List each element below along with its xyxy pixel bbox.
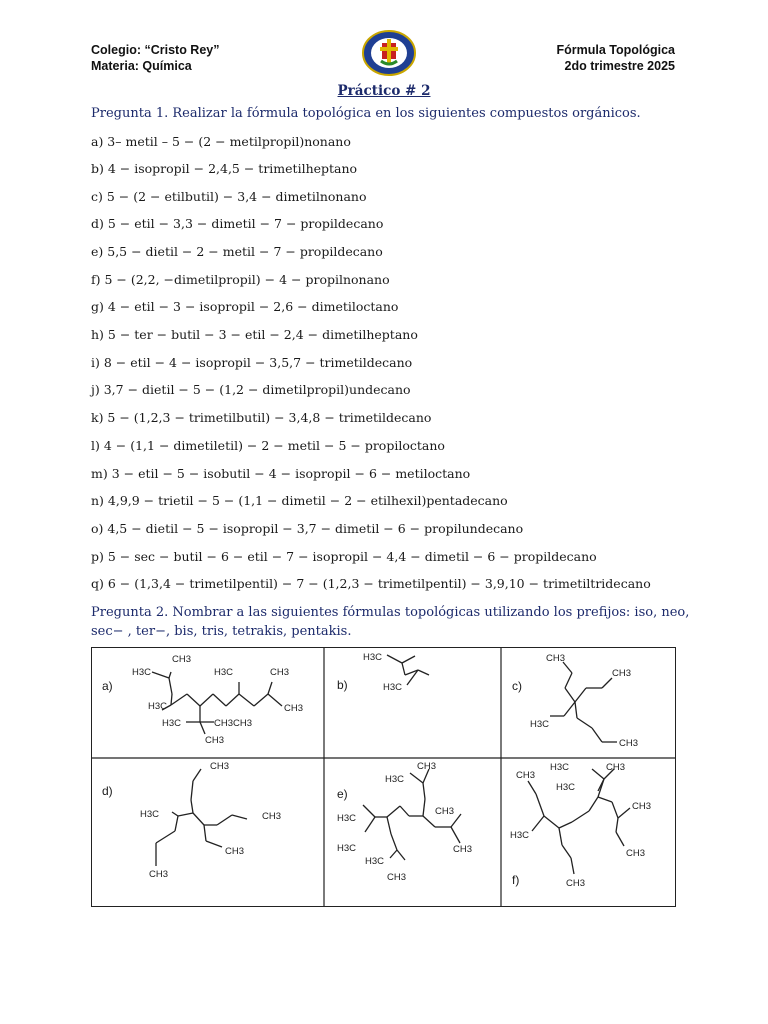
structure-cell-d xyxy=(92,759,325,908)
list-item: n) 4,9,9 − trietil − 5 − (1,1 − dimetil − 2 − etilhexil)pentadecano xyxy=(91,493,508,508)
list-item: b) 4 − isopropil − 2,4,5 − trimetilheptano xyxy=(91,161,358,176)
list-item: i) 8 − etil − 4 − isopropil − 3,5,7 − trimetildecano xyxy=(91,355,413,370)
group-label: CH3 xyxy=(435,806,455,817)
structure-label-d: d) xyxy=(102,784,113,798)
question-2-heading xyxy=(91,603,691,641)
group-label: CH3 xyxy=(516,770,536,781)
list-item: l) 4 − (1,1 − dimetiletil) − 2 − metil − 5 − propiloctano xyxy=(91,438,445,453)
list-item: p) 5 − sec − butil − 6 − etil − 7 − isopropil − 4,4 − dimetil − 6 − propildecano xyxy=(91,549,597,564)
header-left xyxy=(91,42,220,74)
structure-cell-e xyxy=(325,759,502,908)
page-title: Práctico # 2 xyxy=(337,83,431,99)
header-right xyxy=(556,42,675,74)
group-label: CH3 xyxy=(632,801,652,812)
group-label: CH3 xyxy=(205,735,225,746)
group-label: CH3 xyxy=(225,846,245,857)
group-label: CH3 xyxy=(262,811,282,822)
list-item: e) 5,5 − dietil − 2 − metil − 7 − propildecano xyxy=(91,244,383,259)
group-label: CH3 xyxy=(626,848,646,859)
group-label: H3C xyxy=(385,774,405,785)
group-label: H3C xyxy=(148,701,168,712)
group-label: H3C xyxy=(363,652,383,663)
group-label: H3C xyxy=(337,843,357,854)
group-label: H3C xyxy=(162,718,182,729)
group-label: CH3 xyxy=(210,761,230,772)
group-label: CH3 xyxy=(566,878,586,889)
list-item: q) 6 − (1,3,4 − trimetilpentil) − 7 − (1,2,3 − trimetilpentil) − 3,9,10 − trimetiltridecano xyxy=(91,576,651,591)
structure-label-a: a) xyxy=(102,679,113,693)
structure-e-drawing xyxy=(325,759,502,908)
list-item: d) 5 − etil − 3,3 − dimetil − 7 − propildecano xyxy=(91,216,384,231)
group-label: CH3 xyxy=(270,667,290,678)
structure-cell-c xyxy=(502,648,677,759)
question-2-label: Pregunta 2. xyxy=(91,605,169,620)
list-item: c) 5 − (2 − etilbutil) − 3,4 − dimetilnonano xyxy=(91,189,367,204)
group-label: H3C xyxy=(556,782,576,793)
list-item: a) 3– metil – 5 − (2 − metilpropil)nonano xyxy=(91,134,351,149)
group-label: CH3 xyxy=(453,844,473,855)
list-item: m) 3 − etil − 5 − isobutil − 4 − isopropil − 6 − metiloctano xyxy=(91,466,471,481)
group-label: CH3 xyxy=(284,703,304,714)
structure-d-drawing xyxy=(92,759,325,908)
school-name: Colegio: “Cristo Rey” xyxy=(91,43,220,57)
structures-grid xyxy=(91,647,676,907)
structure-f-drawing xyxy=(502,759,677,908)
group-label: CH3 xyxy=(149,869,169,880)
list-item: j) 3,7 − dietil − 5 − (1,2 − dimetilpropil)undecano xyxy=(91,382,411,397)
question-2-text: Nombrar a las siguientes fórmulas topológicas utilizando los prefijos: iso, neo, sec− , ter−, bis, tris, tetrakis, pentakis. xyxy=(91,605,690,639)
group-label: H3C xyxy=(132,667,152,678)
list-item: g) 4 − etil − 3 − isopropil − 2,6 − dimetiloctano xyxy=(91,299,399,314)
group-label: H3C xyxy=(530,719,550,730)
group-label: H3C xyxy=(383,682,403,693)
topic-name: Fórmula Topológica xyxy=(556,43,675,57)
structure-b-drawing xyxy=(325,648,502,759)
school-logo xyxy=(361,29,417,77)
structure-label-c: c) xyxy=(512,679,522,693)
group-label: CH3 xyxy=(546,653,566,664)
group-label: H3C xyxy=(337,813,357,824)
group-label: CH3 xyxy=(612,668,632,679)
group-label: CH3 xyxy=(606,762,626,773)
subject-name: Materia: Química xyxy=(91,59,192,73)
structure-label-b: b) xyxy=(337,678,348,692)
group-label: H3C xyxy=(365,856,385,867)
structure-cell-f xyxy=(502,759,677,908)
term-name: 2do trimestre 2025 xyxy=(564,59,675,73)
structure-label-f: f) xyxy=(512,873,520,887)
structure-cell-b xyxy=(325,648,502,759)
structure-c-drawing xyxy=(502,648,677,759)
question-1-text: Realizar la fórmula topológica en los siguientes compuestos orgánicos. xyxy=(172,106,641,121)
structure-cell-a xyxy=(92,648,325,759)
structure-a-drawing xyxy=(92,648,325,759)
group-label: H3C xyxy=(214,667,234,678)
group-label: CH3CH3 xyxy=(214,718,253,729)
question-1-label: Pregunta 1. xyxy=(91,106,169,121)
group-label: H3C xyxy=(140,809,160,820)
list-item: h) 5 − ter − butil − 3 − etil − 2,4 − dimetilheptano xyxy=(91,327,418,342)
list-item: o) 4,5 − dietil − 5 − isopropil − 3,7 − dimetil − 6 − propilundecano xyxy=(91,521,524,536)
group-label: H3C xyxy=(510,830,530,841)
group-label: CH3 xyxy=(619,738,639,749)
group-label: CH3 xyxy=(172,654,192,665)
structure-label-e: e) xyxy=(337,787,348,801)
group-label: CH3 xyxy=(387,872,407,883)
group-label: CH3 xyxy=(417,761,437,772)
list-item: f) 5 − (2,2, −dimetilpropil) − 4 − propilnonano xyxy=(91,272,390,287)
question-1-heading xyxy=(91,106,641,121)
group-label: H3C xyxy=(550,762,570,773)
list-item: k) 5 − (1,2,3 − trimetilbutil) − 3,4,8 − trimetildecano xyxy=(91,410,432,425)
